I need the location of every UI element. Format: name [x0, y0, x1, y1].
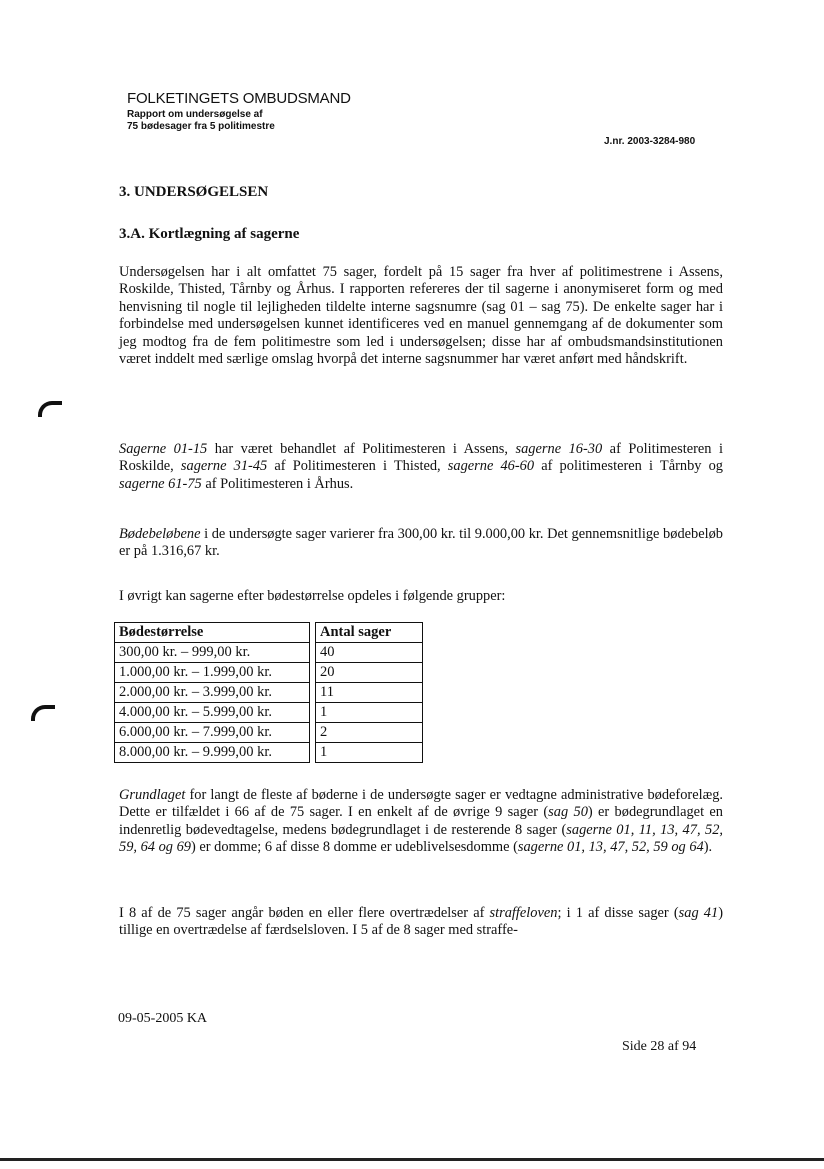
table-row: 2.000,00 kr. – 3.999,00 kr. 11: [115, 683, 423, 703]
scan-edge-line: [0, 1158, 824, 1161]
case-range-tarnby: sagerne 46-60: [447, 458, 535, 475]
paragraph-case-distribution: Sagerne 01-15 har været behandlet af Politimesteren i Assens, sagerne 16-30 af Politimesteren i Roskilde, sagerne 31-45 af Politimesteren i Thisted, sagerne 46-60 af politimesteren i Tårnby og sagerne 61-75 af Politimesteren i Århus.: [119, 441, 724, 492]
table-row: 6.000,00 kr. – 7.999,00 kr. 2: [115, 723, 423, 743]
column-header-count: Antal sager: [316, 623, 423, 643]
table-row: 1.000,00 kr. – 1.999,00 kr. 20: [115, 663, 423, 683]
column-header-size: Bødestørrelse: [115, 623, 310, 643]
table-row: 4.000,00 kr. – 5.999,00 kr. 1: [115, 703, 423, 723]
paragraph-criminal-code: I 8 af de 75 sager angår bøden en eller flere overtrædelser af straffeloven; i 1 af disse sager (sag 41) tillige en overtrædelse af færdselsloven. I 5 af de 8 sager med straffe-: [119, 905, 723, 939]
table-row: 8.000,00 kr. – 9.999,00 kr. 1: [115, 743, 423, 763]
case-range-aarhus: sagerne 61-75: [119, 475, 202, 492]
case-range-thisted: sagerne 31-45: [180, 458, 268, 475]
footer-date: 09-05-2005 KA: [118, 1011, 208, 1026]
table-header-row: [115, 623, 423, 643]
report-subtitle-line1: Rapport om undersøgelse af: [127, 109, 263, 120]
organization-name: FOLKETINGETS OMBUDSMAND: [127, 90, 351, 107]
page-number: Side 28 af 94: [622, 1039, 697, 1054]
report-subtitle-line2: 75 bødesager fra 5 politimestre: [127, 121, 275, 132]
paragraph-legal-basis: Grundlaget for langt de fleste af bøderne i de undersøgte sager er vedtagne administrative bødeforelæg. Dette er tilfældet i 66 af de 75 sager. I en enkelt af de øvrige 9 sager (sag 50) er bødegrundlaget en indenretlig bødevedtagelse, medens bødegrundlaget i de resterende 8 sager (sagerne 01, 11, 13, 47, 52, 59, 64 og 69) er domme; 6 af disse 8 domme er udeblivelsesdomme (sagerne 01, 13, 47, 52, 59 og 64).: [119, 787, 723, 856]
binder-hole-mark-icon: [31, 705, 55, 721]
paragraph-fine-amounts: Bødebeløbene i de undersøgte sager varierer fra 300,00 kr. til 9.000,00 kr. Det gennemsnitlige bødebeløb er på 1.316,67 kr.: [119, 526, 723, 560]
section-subheading: 3.A. Kortlægning af sagerne: [119, 226, 300, 242]
journal-number: J.nr. 2003-3284-980: [604, 136, 696, 147]
case-range-assens: Sagerne 01-15: [119, 441, 208, 457]
case-range-roskilde: sagerne 16-30: [515, 441, 603, 457]
binder-hole-mark-icon: [38, 401, 62, 417]
paragraph-groups-intro: I øvrigt kan sagerne efter bødestørrelse opdeles i følgende grupper:: [119, 588, 506, 604]
fine-size-table: [114, 622, 423, 763]
table-row: 300,00 kr. – 999,00 kr. 40: [115, 643, 423, 663]
paragraph-scope: Undersøgelsen har i alt omfattet 75 sager, fordelt på 15 sager fra hver af politimestrene i Assens, Roskilde, Thisted, Tårnby og Århus. I rapporten refereres der til sagerne i anonymiseret form og med henvisning til nogle til lejligheden tildelte interne sagsnumre (sag 01 – sag 75). De enkelte sager har i forbindelse med undersøgelsen kunnet identificeres ved en manuel gennemgang af de dokumenter som jeg modtog fra de fem politimestre som led i undersøgelsen; disse har af ombudsmandsinstitutionen været inddelt med særlige omslag hvorpå det interne sagsnummer har været anført med håndskrift.: [119, 264, 723, 368]
section-heading: 3. UNDERSØGELSEN: [119, 184, 269, 200]
